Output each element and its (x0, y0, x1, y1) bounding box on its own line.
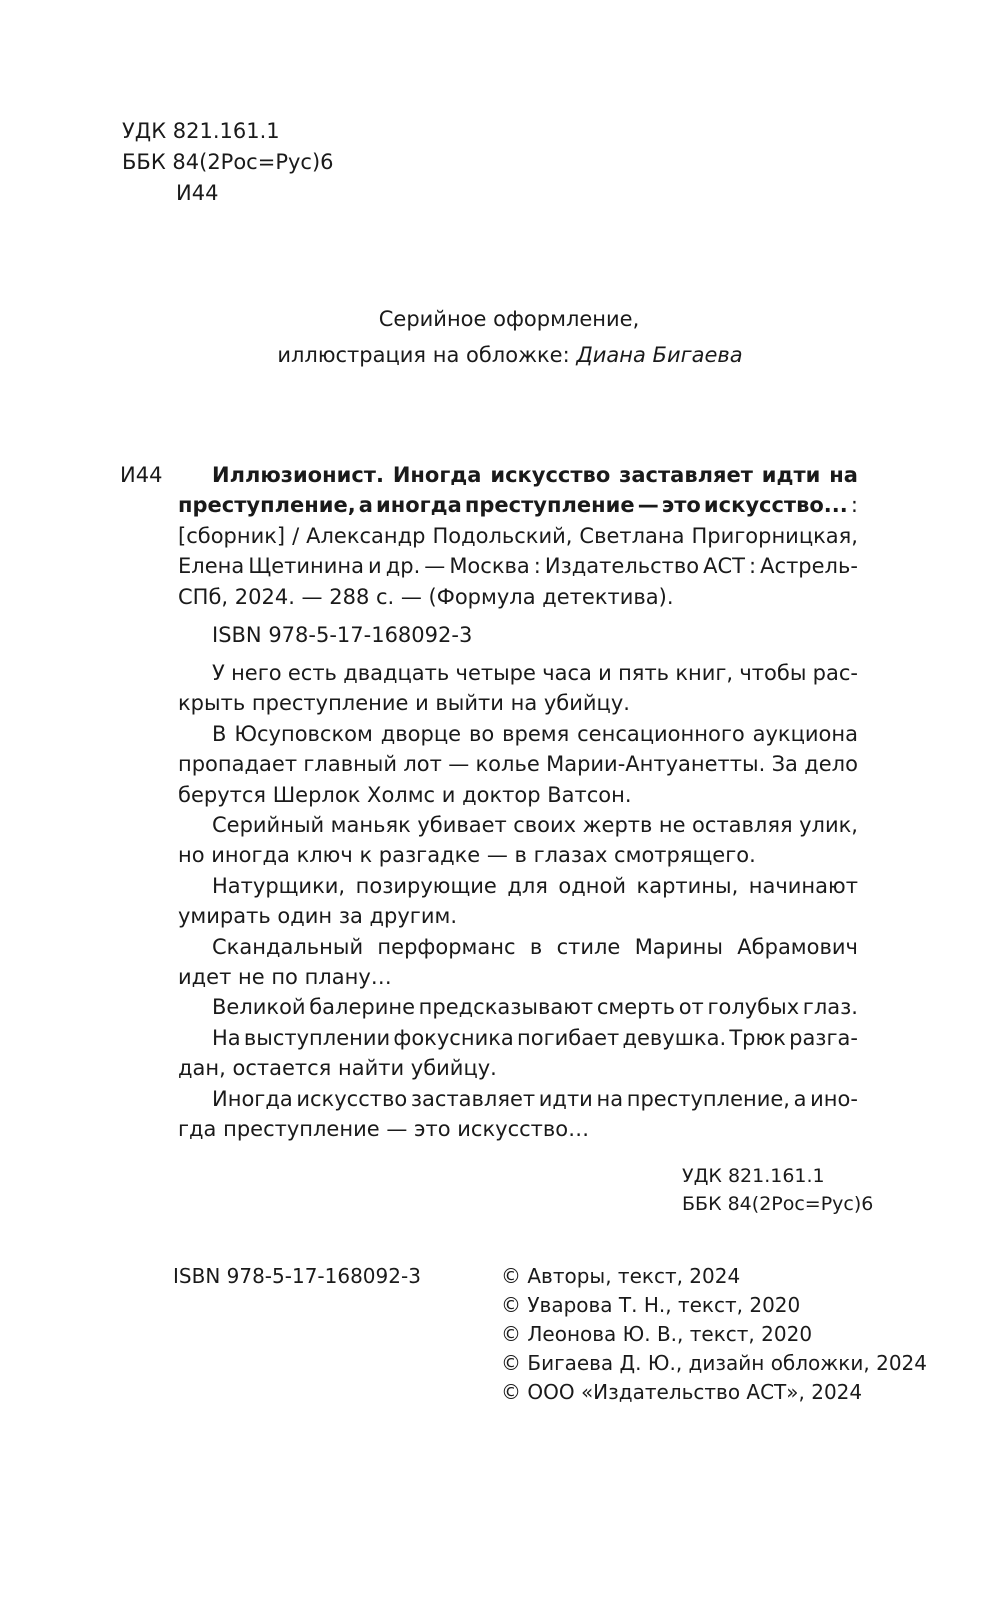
description-line (178, 658, 858, 688)
word: идти (538, 1086, 593, 1111)
bbk-code: ББК 84(2Рос=Рус)6 (122, 150, 334, 174)
word: него (231, 661, 282, 685)
word: фокусника (393, 1025, 514, 1050)
word: — (637, 493, 659, 518)
illustrator-name: Диана Бигаева (576, 343, 743, 367)
isbn-record: ISBN 978-5-17-168092-3 (212, 623, 473, 647)
copyright-line: © ООО «Издательство АСТ», 2024 (501, 1380, 863, 1404)
udk-code: УДК 821.161.1 (122, 119, 280, 143)
word: на (829, 463, 858, 487)
title-line-2-colon: : (850, 493, 858, 518)
description-line: крыть преступление и выйти на убийцу. (178, 691, 630, 716)
word: искусство (296, 1086, 408, 1111)
description-line (178, 1084, 858, 1114)
bottom-classification-codes (682, 1162, 873, 1218)
description-line: умирать один за другим. (178, 904, 458, 929)
word: Москва (449, 554, 530, 579)
word: Александр (306, 523, 426, 548)
word: выступлении (243, 1025, 391, 1050)
word: За (771, 752, 798, 777)
word: Натурщики, (212, 873, 346, 898)
word: В (212, 721, 227, 746)
description-paragraph (178, 1084, 858, 1145)
annotation-index-code: И44 (120, 463, 163, 487)
word: своих (513, 813, 577, 838)
word: это (661, 493, 701, 518)
word: Марины (634, 934, 723, 959)
author-index-code: И44 (176, 181, 219, 205)
word: главный (303, 752, 398, 777)
word: Издательство (544, 554, 700, 579)
word: идти (761, 463, 821, 487)
copyright-block (501, 1262, 927, 1407)
word: дворце (380, 721, 462, 746)
word: улик, (799, 813, 858, 838)
word: время (502, 721, 570, 746)
word: балерине (309, 995, 416, 1020)
word: от (678, 995, 704, 1020)
description-line (178, 871, 858, 901)
word: разга- (789, 1025, 858, 1050)
book-description (178, 658, 858, 1145)
copyright-line: © Уварова Т. Н., текст, 2020 (501, 1293, 801, 1317)
description-paragraph (178, 810, 858, 871)
description-line (178, 1023, 858, 1053)
word: двадцать (343, 661, 450, 685)
word: Иногда (392, 463, 482, 487)
description-line (178, 992, 858, 1022)
top-classification-codes (122, 116, 334, 209)
description-line: но иногда ключ к разгадке — в глазах смотрящего. (178, 843, 756, 868)
word: Светлана (579, 523, 685, 548)
description-line (178, 749, 858, 779)
word: Астрель- (760, 554, 858, 579)
word: : (749, 554, 757, 579)
word: голубых (707, 995, 800, 1020)
credits-line-1: Серийное оформление, (378, 307, 640, 331)
copyright-line: © Бигаева Д. Ю., дизайн обложки, 2024 (501, 1351, 927, 1375)
description-paragraph (178, 658, 858, 719)
credits-line-2 (0, 337, 1000, 373)
word: [сборник] (178, 523, 286, 548)
description-line (178, 810, 858, 840)
word: жертв (582, 813, 653, 838)
title-line-1 (178, 460, 858, 490)
word: У (212, 661, 225, 685)
description-paragraph (178, 719, 858, 810)
copyright-line: © Авторы, текст, 2024 (501, 1264, 741, 1288)
word: Иногда (212, 1086, 293, 1111)
word: Трюк (729, 1025, 786, 1050)
description-paragraph (178, 871, 858, 932)
description-line: дан, остается найти убийцу. (178, 1056, 497, 1081)
word: и (598, 661, 612, 685)
word: четыре (455, 661, 536, 685)
word: : (533, 554, 541, 579)
word: АСТ (703, 554, 746, 579)
word: не (658, 813, 686, 838)
word: и (368, 554, 382, 579)
word: а (793, 1086, 807, 1111)
word: иногда (376, 493, 462, 518)
word: в (529, 934, 543, 959)
word: глаз. (802, 995, 858, 1020)
word: дело (804, 752, 858, 777)
word: смерть (596, 995, 676, 1020)
word: во (468, 721, 495, 746)
bbk-code-bottom: ББК 84(2Рос=Рус)6 (682, 1193, 874, 1215)
record-line-4 (178, 551, 858, 581)
word: картины, (636, 873, 739, 898)
word: преступление (464, 493, 635, 518)
description-line (178, 719, 858, 749)
copyright-line: © Леонова Ю. В., текст, 2020 (501, 1322, 813, 1346)
word: колье (475, 752, 540, 777)
word: предсказывают (418, 995, 594, 1020)
isbn-bottom: ISBN 978-5-17-168092-3 (173, 1264, 421, 1288)
description-line: берутся Шерлок Холмс и доктор Ватсон. (178, 782, 632, 807)
word: маньяк (330, 813, 411, 838)
word: девушка. (622, 1025, 727, 1050)
word: на (596, 1086, 624, 1111)
word: аукциона (752, 721, 858, 746)
record-line-5: СПб, 2024. — 288 с. — (Формула детектива). (178, 584, 674, 609)
word: чтобы (739, 661, 807, 685)
word: Елена (178, 554, 245, 579)
word: пропадает (178, 752, 298, 777)
word: для (507, 873, 548, 898)
word: др. (385, 554, 421, 579)
word: преступление, (626, 1086, 790, 1111)
word: стиле (556, 934, 621, 959)
word: Марии-Антуанетты. (546, 752, 766, 777)
word: лот (403, 752, 442, 777)
description-paragraph (178, 932, 858, 993)
word: — (424, 554, 446, 579)
word: сенсационного (577, 721, 745, 746)
word: Юсуповском (234, 721, 373, 746)
credits-role: иллюстрация на обложке: (277, 343, 577, 367)
word: часа (542, 661, 592, 685)
description-paragraph (178, 992, 858, 1022)
word: Великой (212, 995, 306, 1020)
word: перформанс (377, 934, 516, 959)
word: Серийный (212, 813, 325, 838)
word: пять (618, 661, 670, 685)
word: заставляет (410, 1086, 536, 1111)
description-line: идет не по плану… (178, 965, 392, 990)
word: книг, (675, 661, 734, 685)
word: На (212, 1025, 241, 1050)
description-paragraph (178, 1023, 858, 1084)
word: есть (287, 661, 337, 685)
word: искусство... (703, 493, 848, 518)
word: Щетинина (248, 554, 364, 579)
word: рас- (812, 661, 858, 685)
description-line: гда преступление — это искусство… (178, 1117, 590, 1142)
word: Подольский, (432, 523, 573, 548)
design-credits (0, 301, 1000, 373)
word: погибает (517, 1025, 620, 1050)
word: одной (558, 873, 626, 898)
word: ино- (810, 1086, 858, 1111)
word: Абрамович (737, 934, 858, 959)
title-line-2 (178, 490, 858, 520)
bibliographic-record (178, 460, 858, 612)
word: убивает (417, 813, 507, 838)
udk-code-bottom: УДК 821.161.1 (682, 1165, 825, 1187)
word: — (448, 752, 470, 777)
word: Скандальный (212, 934, 364, 959)
word: преступление, (178, 493, 356, 518)
description-line (178, 932, 858, 962)
word: оставляя (692, 813, 793, 838)
record-line-3 (178, 521, 858, 551)
word: а (358, 493, 373, 518)
word: начинают (748, 873, 858, 898)
word: Иллюзионист. (212, 463, 384, 487)
word: заставляет (619, 463, 753, 487)
word: / (292, 523, 300, 548)
word: Пригорницкая, (691, 523, 858, 548)
word: позирующие (355, 873, 497, 898)
word: искусство (490, 463, 611, 487)
